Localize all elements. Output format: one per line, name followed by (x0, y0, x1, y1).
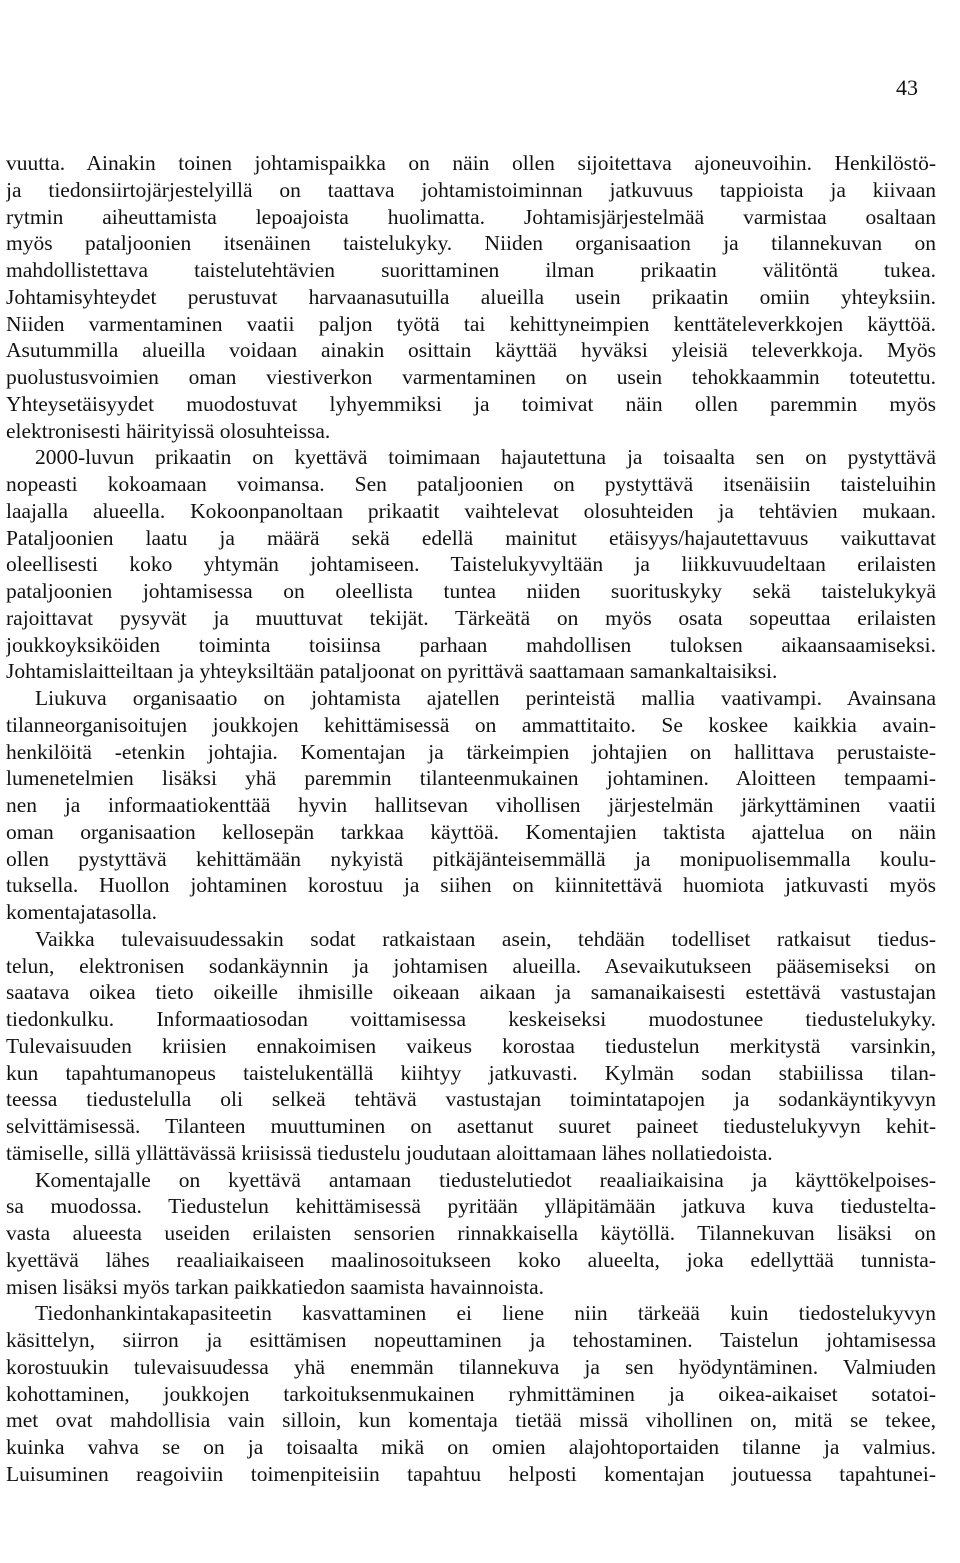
text-line: Liukuva organisaatio on johtamista ajatellen perinteistä mallia vaativampi. Avainsana (35, 686, 936, 710)
text-line: 2000-luvun prikaatin on kyettävä toimimaan hajautettuna ja toisaalta sen on pystyttävä (35, 445, 936, 470)
text-line: ollen pystyttävä kehittämään nykyistä pitkäjänteisemmällä ja monipuolisemmalla koulu- (6, 846, 936, 871)
paragraph (6, 444, 936, 685)
text-line: misen lisäksi myös tarkan paikkatiedon saamista havainnoista. (6, 1274, 544, 1299)
text-line: rajoittavat pysyvät ja muuttuvat tekijät. Tärkeätä on myös osata sopeuttaa erilaisten (6, 605, 936, 630)
text-line: kuinka vahva se on ja toisaalta mikä on omien alajohtoportaiden tilanne ja valmius. (6, 1435, 936, 1459)
text-line: Niiden varmentaminen vaatii paljon työtä tai kehittyneimpien kenttäteleverkkojen käyttöä. (6, 311, 936, 336)
text-line: tuksella. Huollon johtaminen korostuu ja siihen on kiinnitettävä huomiota jatkuvasti myös (6, 873, 936, 898)
text-line: mahdollistettava taistelutehtävien suorittaminen ilman prikaatin välitöntä tukea. (6, 258, 936, 282)
page-number: 43 (896, 75, 918, 100)
text-line: Komentajalle on kyettävä antamaan tiedustelutiedot reaaliaikaisina ja käyttökelpoises- (35, 1167, 936, 1192)
text-line: myös pataljoonien itsenäinen taistelukyky. Niiden organisaation ja tilannekuvan on (6, 231, 936, 256)
text-line: telun, elektronisen sodankäynnin ja johtamisen alueilla. Asevaikutukseen pääsemiseksi on (6, 953, 936, 978)
text-line: Tulevaisuuden kriisien ennakoimisen vaikeus korostaa tiedustelun merkitystä varsinkin, (6, 1033, 936, 1058)
text-line: selvittämisessä. Tilanteen muuttuminen on asettanut suuret paineet tiedustelukyvyn kehit- (6, 1114, 936, 1138)
text-line: nen ja informaatiokenttää hyvin hallitsevan vihollisen järjestelmän järkyttäminen vaatii (6, 793, 936, 817)
text-line: teessa tiedustelulla oli selkeä tehtävä vastustajan toimintatapojen ja sodankäyntikyvyn (6, 1087, 936, 1112)
text-line: oleellisesti koko yhtymän johtamiseen. Taistelukyvyltään ja liikkuvuudeltaan erilaisten (6, 552, 936, 577)
text-line: nopeasti kokoamaan voimansa. Sen pataljoonien on pystyttävä itsenäisiin taisteluihin (6, 472, 936, 496)
text-line: Asutummilla alueilla voidaan ainakin osittain käyttää hyväksi yleisiä televerkkoja. Myös (6, 338, 936, 363)
text-line: vuutta. Ainakin toinen johtamispaikka on näin ollen sijoitettava ajoneuvoihin. Henkilöstö- (6, 151, 936, 175)
paragraph (6, 1167, 936, 1301)
text-line: sa muodossa. Tiedustelun kehittämisessä pyritään ylläpitämään jatkuva kuva tiedustelta- (6, 1194, 936, 1219)
text-line: lumenetelmien lisäksi yhä paremmin tilanteenmukainen johtaminen. Aloitteen tempaami- (6, 766, 936, 791)
paragraph (6, 926, 936, 1167)
text-line: henkilöitä -etenkin johtajia. Komentajan ja tärkeimpien johtajien on hallittava perustaiste- (6, 739, 936, 764)
body-text (6, 150, 936, 1488)
text-line: Tiedonhankintakapasiteetin kasvattaminen ei liene niin tärkeää kuin tiedostelukyvyn (35, 1301, 936, 1326)
text-line: komentajatasolla. (6, 900, 158, 924)
text-line: Pataljoonien laatu ja määrä sekä edellä mainitut etäisyys/hajautettavuus vaikuttavat (6, 525, 936, 550)
text-line: kun tapahtumanopeus taistelukentällä kiihtyy jatkuvasti. Kylmän sodan stabiilissa tilan- (6, 1060, 936, 1085)
text-line: laajalla alueella. Kokoonpanoltaan prikaatit vaihtelevat olosuhteiden ja tehtävien mukaan. (6, 498, 936, 523)
paragraph (6, 1300, 936, 1487)
text-line: kohottaminen, joukkojen tarkoituksenmukainen ryhmittäminen ja oikea-aikaiset sotatoi- (6, 1381, 936, 1406)
text-line: kyettävä lähes reaaliaikaiseen maalinosoitukseen koko alueelta, joka edellyttää tunnista- (6, 1247, 936, 1272)
text-line: käsittelyn, siirron ja esittämisen nopeuttaminen ja tehostaminen. Taistelun johtamisessa (6, 1328, 936, 1352)
text-line: tiedonkulku. Informaatiosodan voittamisessa keskeiseksi muodostunee tiedustelukyky. (6, 1007, 936, 1031)
text-line: saatava oikea tieto oikeille ihmisille oikeaan aikaan ja samanaikaisesti estettävä vastustajan (6, 980, 936, 1005)
text-line: Johtamisyhteydet perustuvat harvaanasutuilla alueilla usein prikaatin omiin yhteyksiin. (6, 284, 936, 309)
text-line: pataljoonien johtamisessa on oleellista tuntea niiden suorituskyky sekä taistelukykyä (6, 579, 936, 603)
text-line: Luisuminen reagoiviin toimenpiteisiin tapahtuu helposti komentajan joutuessa tapahtunei- (6, 1461, 936, 1486)
text-line: korostuukin tulevaisuudessa yhä enemmän tilannekuva ja sen hyödyntäminen. Valmiuden (6, 1354, 936, 1379)
text-line: tilanneorganisoitujen joukkojen kehittämisessä on ammattitaito. Se koskee kaikkia avain- (6, 712, 936, 737)
text-line: met ovat mahdollisia vain silloin, kun komentaja tietää missä vihollinen on, mitä se tekee, (6, 1408, 936, 1433)
paragraph (6, 685, 936, 926)
text-line: Yhteysetäisyydet muodostuvat lyhyemmiksi ja toimivat näin ollen paremmin myös (6, 391, 936, 416)
text-line: joukkoyksiköiden toiminta toisiinsa parhaan mahdollisen tuloksen aikaansaamiseksi. (6, 632, 936, 657)
text-line: ja tiedonsiirtojärjestelyillä on taattava johtamistoiminnan jatkuvuus tappioista ja kiivaan (6, 177, 936, 202)
text-line: oman organisaation kellosepän tarkkaa käyttöä. Komentajien taktista ajattelua on näin (6, 819, 936, 844)
paragraph (6, 150, 936, 444)
text-line: tämiselle, sillä yllättävässä kriisissä tiedustelu joudutaan aloittamaan lähes nollatiedoista. (6, 1140, 773, 1165)
text-line: vasta alueesta useiden erilaisten sensorien rinnakkaisella käytöllä. Tilannekuvan lisäksi on (6, 1221, 936, 1245)
text-line: Vaikka tulevaisuudessakin sodat ratkaistaan asein, tehdään todelliset ratkaisut tiedus- (35, 926, 936, 951)
text-line: puolustusvoimien oman viestiverkon varmentaminen on usein tehokkaammin toteutettu. (6, 365, 936, 389)
text-line: Johtamislaitteiltaan ja yhteyksiltään pataljoonat on pyrittävä saattamaan samankaltaisiksi. (6, 659, 778, 684)
text-line: elektronisesti häirityissä olosuhteissa. (6, 418, 331, 443)
text-line: rytmin aiheuttamista lepoajoista huolimatta. Johtamisjärjestelmää varmistaa osaltaan (6, 204, 936, 229)
